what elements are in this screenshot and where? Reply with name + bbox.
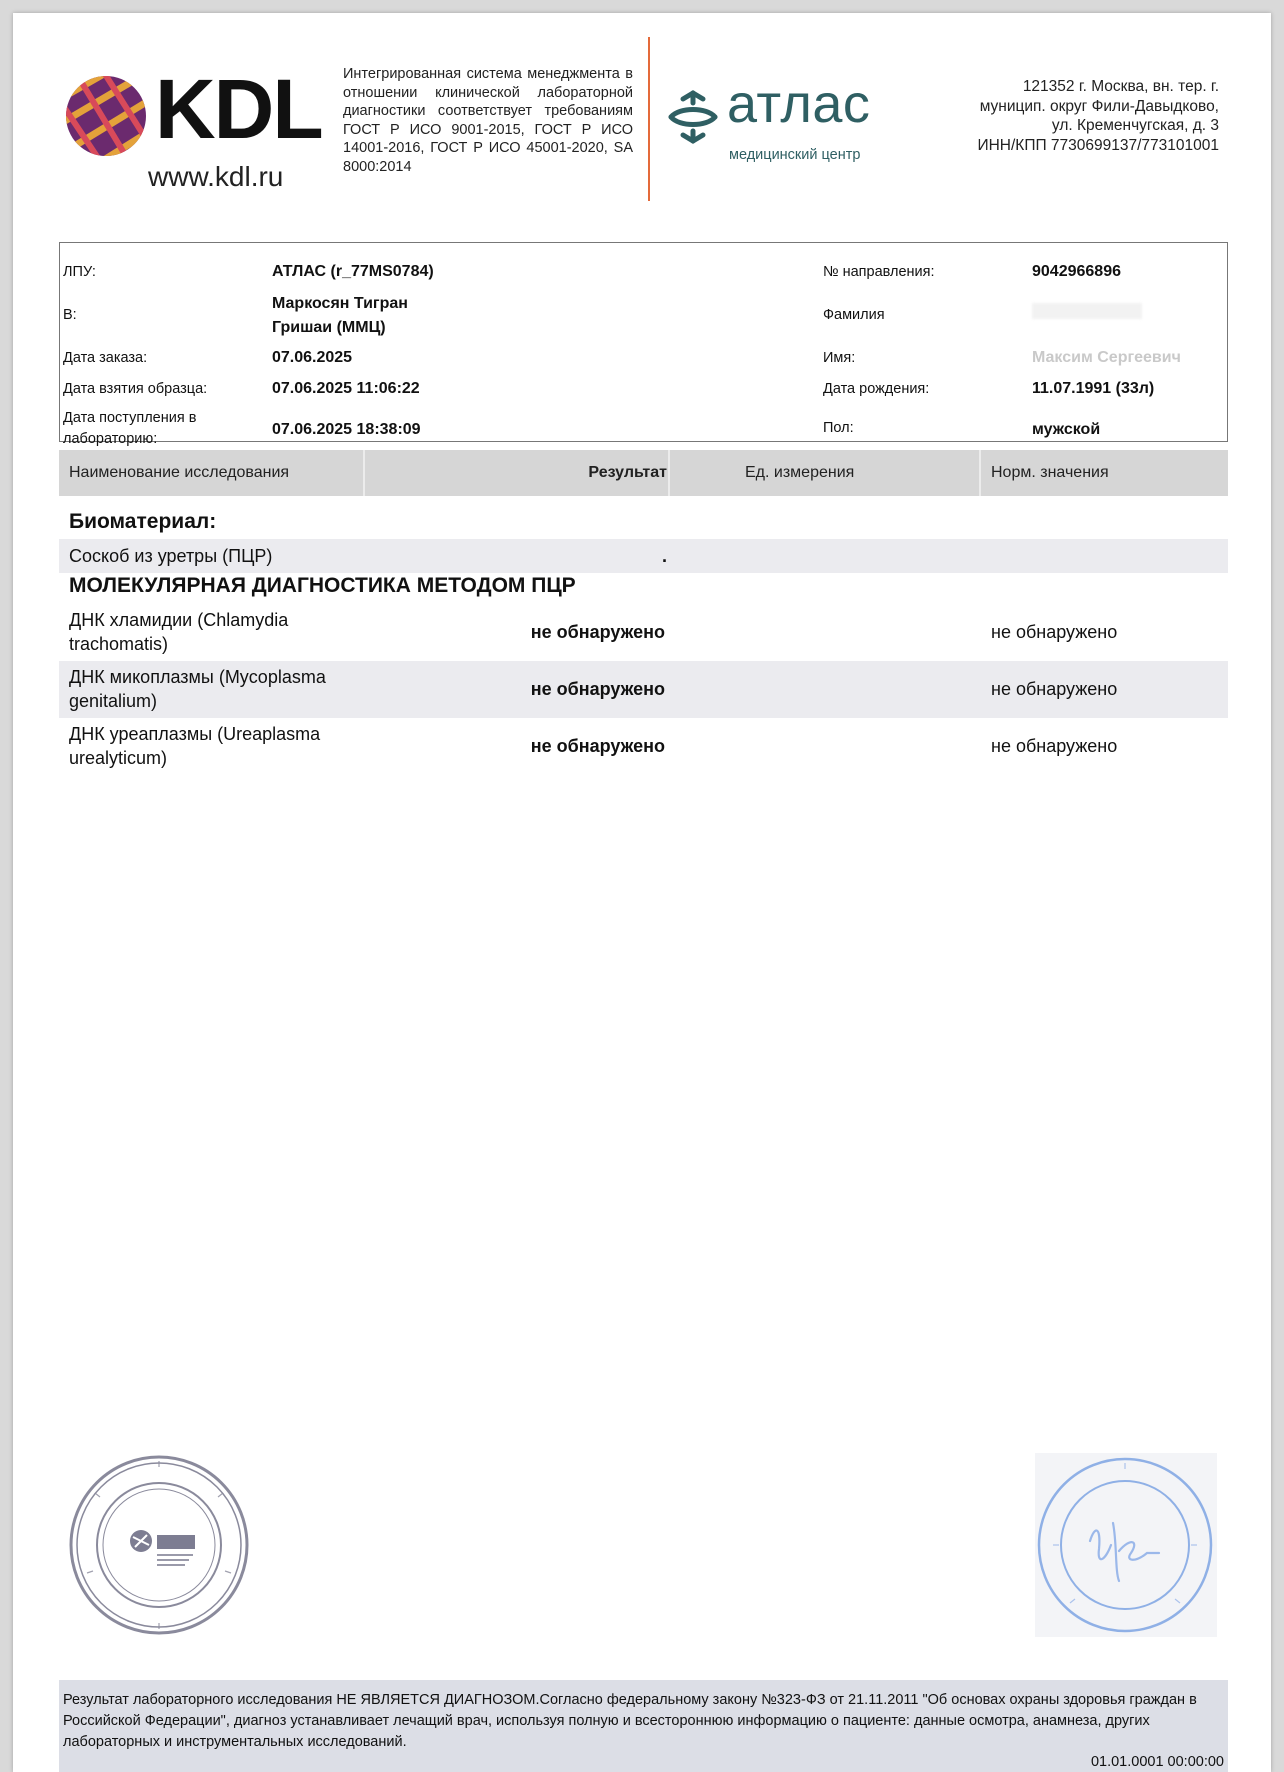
table-row	[59, 718, 1228, 775]
surname-value-redacted	[1032, 303, 1142, 319]
birth-label: Дата рождения:	[823, 381, 930, 397]
test-result: не обнаружено	[530, 622, 665, 642]
col-header-result: Результат	[588, 464, 667, 481]
table-row	[59, 539, 1228, 573]
results-table-header	[59, 450, 1228, 496]
test-name-line1: ДНК микоплазмы (Mycoplasma	[69, 667, 326, 687]
iso-certification-text: Интегрированная система менеджмента в отношении клинической лабораторной диагностики соответствует требованиям ГОСТ Р ИСО 9001-2015, ГОСТ Р ИСО 14001-2016, ГОСТ Р ИСО 45001-2020, SA 8000:2014	[343, 66, 633, 175]
lpu-label: ЛПУ:	[63, 264, 96, 280]
arrival-label-line1: Дата поступления в	[63, 410, 197, 426]
address-line: муницип. округ Фили-Давыдково,	[979, 97, 1219, 115]
lpu-value: АТЛАС (r_77MS0784)	[272, 263, 434, 280]
lab-report-page	[13, 13, 1271, 1772]
doctor-seal-icon	[1035, 1453, 1217, 1637]
footer-date: 01.01.0001 00:00:00	[1090, 1754, 1224, 1770]
lab-seal-icon	[67, 1453, 251, 1637]
kdl-logo	[63, 61, 323, 191]
name-label: Имя:	[823, 350, 856, 366]
footer-disclaimer-box	[59, 1680, 1228, 1772]
arrival-label-line2: лабораторию:	[63, 431, 158, 447]
col-header-norm: Норм. значения	[991, 464, 1109, 481]
order-date-label: Дата заказа:	[63, 350, 148, 366]
col-separator	[979, 450, 981, 496]
test-result: не обнаружено	[530, 736, 665, 756]
test-name-line1: ДНК уреаплазмы (Ureaplasma	[69, 724, 321, 744]
test-norm: не обнаружено	[991, 622, 1118, 642]
clinic-address	[919, 77, 1219, 155]
surname-label: Фамилия	[823, 307, 885, 323]
biomaterial-result: .	[661, 546, 667, 566]
address-line: 121352 г. Москва, вн. тер. г.	[1022, 78, 1219, 95]
referral-value: 9042966896	[1032, 263, 1121, 280]
test-name-line1: ДНК хламидии (Chlamydia	[69, 610, 289, 630]
biomaterial-name: Соскоб из уретры (ПЦР)	[69, 546, 273, 566]
to-value-line1: Маркосян Тигран	[272, 295, 408, 312]
test-name-line2: urealyticum)	[69, 748, 168, 768]
test-norm: не обнаружено	[991, 736, 1118, 756]
kdl-sphere-icon	[63, 73, 149, 159]
address-line: ИНН/КПП 7730699137/773101001	[977, 136, 1219, 154]
sample-date-value: 07.06.2025 11:06:22	[272, 380, 420, 397]
test-name-line2: genitalium)	[69, 691, 158, 711]
table-row	[59, 604, 1228, 661]
to-value-line2: Гришаи (ММЦ)	[272, 319, 386, 336]
kdl-website[interactable]: www.kdl.ru	[148, 161, 284, 192]
atlas-wordmark: атлас	[727, 74, 871, 134]
atlas-subtitle: медицинский центр	[729, 147, 861, 163]
test-result: не обнаружено	[530, 679, 665, 699]
test-name-line2: trachomatis)	[69, 634, 169, 654]
kdl-wordmark: KDL	[155, 62, 322, 156]
biomaterial-title: Биоматериал:	[69, 510, 217, 533]
doctor-seal-area	[1035, 1453, 1217, 1637]
table-row	[59, 661, 1228, 718]
birth-value: 11.07.1991 (33л)	[1032, 380, 1155, 397]
atlas-logo	[663, 74, 903, 177]
atlas-mark-icon	[663, 87, 723, 147]
sex-value: мужской	[1032, 421, 1101, 438]
sample-date-label: Дата взятия образца:	[63, 381, 208, 397]
referral-label: № направления:	[823, 264, 935, 280]
col-separator	[668, 450, 670, 496]
order-date-value: 07.06.2025	[272, 349, 353, 366]
name-value: Максим Сергеевич	[1032, 349, 1181, 366]
address-line: ул. Кременчугская, д. 3	[1051, 117, 1219, 134]
sex-label: Пол:	[823, 420, 854, 436]
section-title: МОЛЕКУЛЯРНАЯ ДИАГНОСТИКА МЕТОДОМ ПЦР	[69, 574, 576, 597]
patient-info-box	[59, 242, 1228, 447]
disclaimer-text: Результат лабораторного исследования НЕ ЯВЛЯЕТСЯ ДИАГНОЗОМ.Согласно федеральному закону №323-ФЗ от 21.11.2011 "Об основах охраны здоровья граждан в Российской Федерации", диагноз устанавливает лечащий врач, используя полную и всестороннюю информацию о пациенте: данные осмотра, анамнеза, других лабораторных и инструментальных исследований.	[63, 1692, 1197, 1750]
test-norm: не обнаружено	[991, 679, 1118, 699]
header-divider	[648, 37, 650, 201]
arrival-value: 07.06.2025 18:38:09	[272, 421, 421, 438]
col-header-name: Наименование исследования	[69, 464, 290, 481]
col-header-unit: Ед. измерения	[745, 464, 855, 481]
to-label: В:	[63, 307, 77, 323]
